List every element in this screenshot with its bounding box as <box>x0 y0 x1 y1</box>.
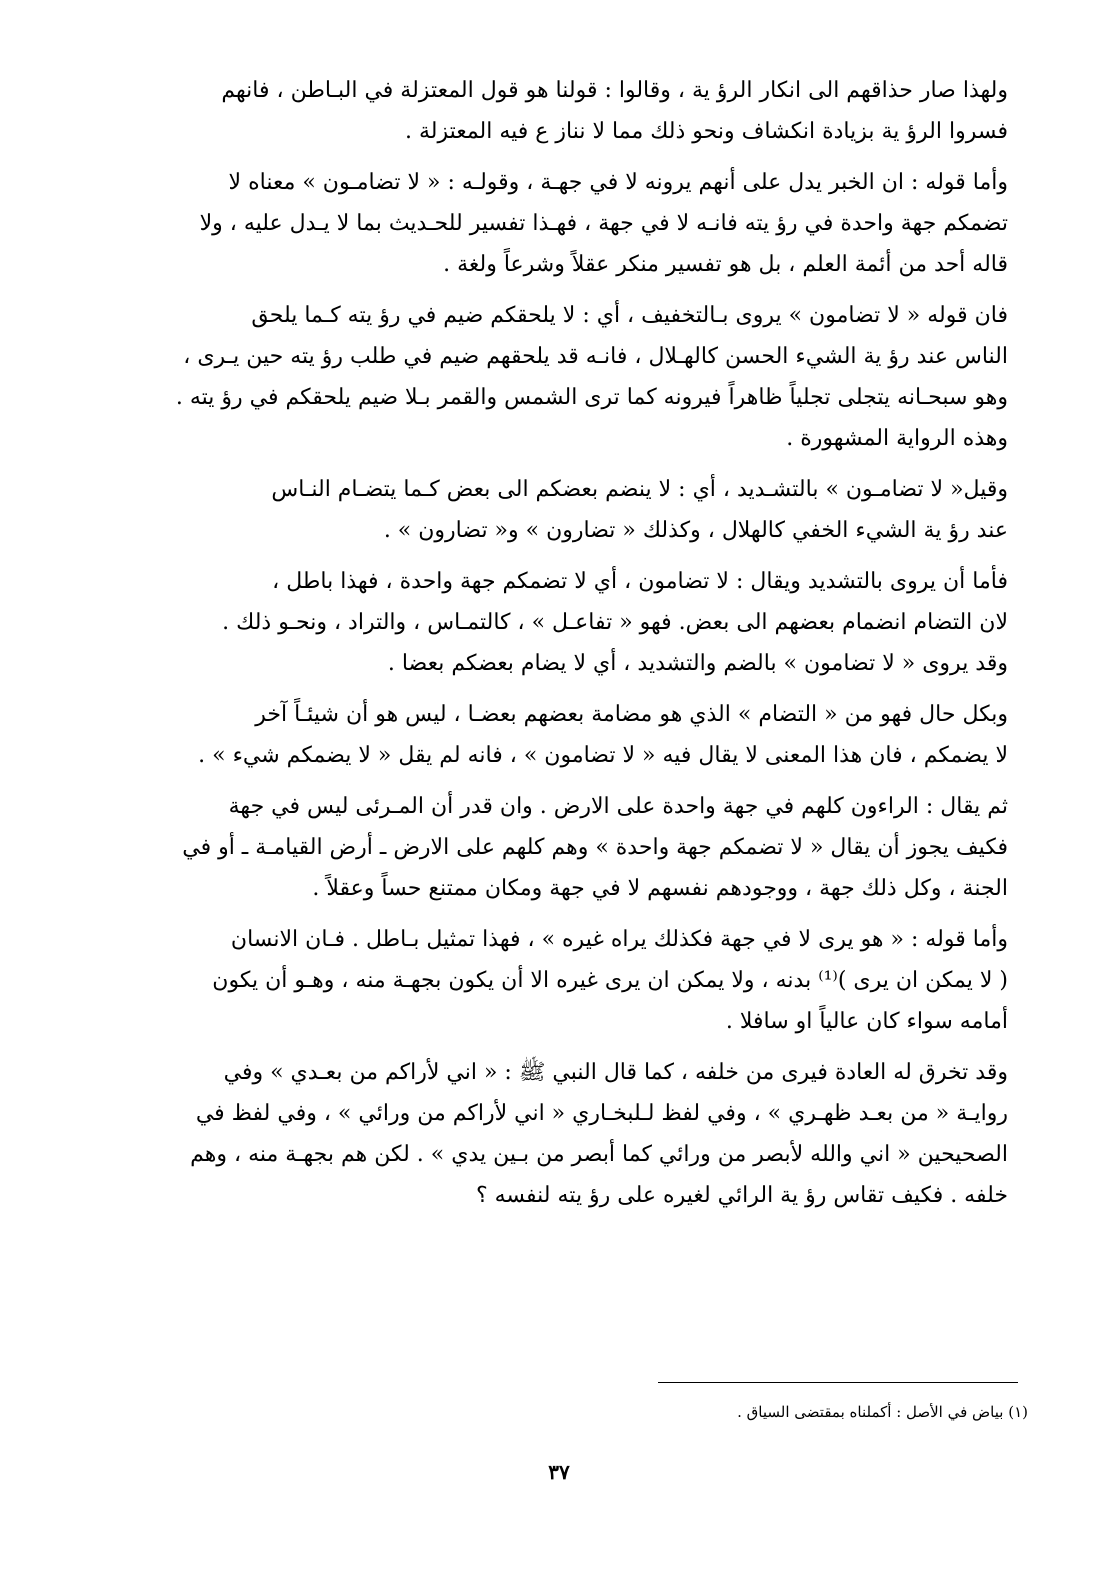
text-line: فان قوله « لا تضامون » يروى بـالتخفيف ، أي : لا يلحقكم ضيم في رؤ يته كـما يلحق <box>251 303 1008 328</box>
text-line: ( لا يمكن ان يرى )⁽¹⁾ بدنه ، ولا يمكن ان يرى غيره الا أن يكون بجهـة منه ، وهـو أن يكون <box>212 968 1008 993</box>
text-line: تضمكم جهة واحدة في رؤ يته فانـه لا في جهة ، فهـذا تفسير للحـديث بما لا يـدل عليه ، ولا <box>199 211 1008 236</box>
paragraph-1 <box>78 70 1028 152</box>
text-line: ولهذا صار حذاقهم الى انكار الرؤ ية ، وقالوا : قولنا هو قول المعتزلة في البـاطن ، فانهم <box>221 78 1008 103</box>
text-line: ثم يقال : الراءون كلهم في جهة واحدة على الارض . وان قدر أن المـرئى ليس في جهة <box>228 794 1008 819</box>
paragraph-4 <box>78 469 1028 551</box>
text-line: وقد يروى « لا تضامون » بالضم والتشديد ، أي لا يضام بعضكم بعضا . <box>387 651 1008 676</box>
text-line: فكيف يجوز أن يقال « لا تضمكم جهة واحدة » وهم كلهم على الارض ـ أرض القيامـة ـ أو في <box>182 835 1008 860</box>
text-line: قاله أحد من أئمة العلم ، بل هو تفسير منكر عقلاً وشرعاً ولغة . <box>443 252 1008 277</box>
text-line: وأما قوله : ان الخبر يدل على أنهم يرونه لا في جهـة ، وقولـه : « لا تضامـون » معناه لا <box>228 170 1008 195</box>
text-line: وأما قوله : « هو يرى لا في جهة فكذلك يراه غيره » ، فهذا تمثيل بـاطل . فـان الانسان <box>230 927 1008 952</box>
text-line: وهذه الرواية المشهورة . <box>786 426 1008 451</box>
footnote-separator <box>658 1382 1018 1383</box>
text-line: وقيل« لا تضامـون » بالتشـديد ، أي : لا ينضم بعضكم الى بعض كـما يتضـام النـاس <box>271 477 1008 502</box>
text-line: عند رؤ ية الشيء الخفي كالهلال ، وكذلك « تضارون » و« تضارون » . <box>383 518 1008 543</box>
page-number: ٣٧ <box>548 1460 570 1484</box>
paragraph-8 <box>78 919 1028 1042</box>
text-line: وهو سبحـانه يتجلى تجلياً ظاهراً فيرونه كما ترى الشمس والقمر بـلا ضيم يلحقكم في رؤ يته . <box>175 385 1008 410</box>
text-line: الصحيحين « اني والله لأبصر من ورائي كما أبصر من بـين يدي » . لكن هم بجهـة منه ، وهم <box>190 1142 1008 1167</box>
text-line: الجنة ، وكل ذلك جهة ، ووجودهم نفسهم لا في جهة ومكان ممتنع حساً وعقلاً . <box>312 876 1008 901</box>
page-body <box>78 70 1028 1226</box>
paragraph-7 <box>78 786 1028 909</box>
text-line: لان التضام انضمام بعضهم الى بعض. فهو « تفاعـل » ، كالتمـاس ، والتراد ، ونحـو ذلك . <box>222 610 1008 635</box>
text-line: روايـة « من بعـد ظهـري » ، وفي لفظ لـلبخـاري « اني لأراكم من ورائي » ، وفي لفظ في <box>195 1101 1008 1126</box>
text-line: فأما أن يروى بالتشديد ويقال : لا تضامون ، أي لا تضمكم جهة واحدة ، فهذا باطل ، <box>272 569 1008 594</box>
text-line: وبكل حال فهو من « التضام » الذي هو مضامة بعضهم بعضـا ، ليس هو أن شيئـاً آخر <box>255 702 1008 727</box>
text-line: خلفه . فكيف تقاس رؤ ية الرائي لغيره على رؤ يته لنفسه ؟ <box>475 1183 1008 1208</box>
text-line: وقد تخرق له العادة فيرى من خلفه ، كما قال النبي ﷺ : « اني لأراكم من بعـدي » وفي <box>223 1060 1008 1085</box>
text-line: لا يضمكم ، فان هذا المعنى لا يقال فيه « لا تضامون » ، فانه لم يقل « لا يضمكم شيء » . <box>198 743 1008 768</box>
text-line: أمامه سواء كان عالياً او سافلا . <box>725 1009 1008 1034</box>
text-line: الناس عند رؤ ية الشيء الحسن كالهـلال ، فانـه قد يلحقهم ضيم في طلب رؤ يته حين يـرى ، <box>183 344 1008 369</box>
paragraph-6 <box>78 694 1028 776</box>
paragraph-2 <box>78 162 1028 285</box>
paragraph-3 <box>78 295 1028 459</box>
paragraph-5 <box>78 561 1028 684</box>
footnote: (١) بياض في الأصل : أكملناه بمقتضى السياق . <box>737 1403 1028 1421</box>
paragraph-9 <box>78 1052 1028 1216</box>
text-line: فسروا الرؤ ية بزيادة انكشاف ونحو ذلك مما لا نناز ع فيه المعتزلة . <box>404 119 1008 144</box>
